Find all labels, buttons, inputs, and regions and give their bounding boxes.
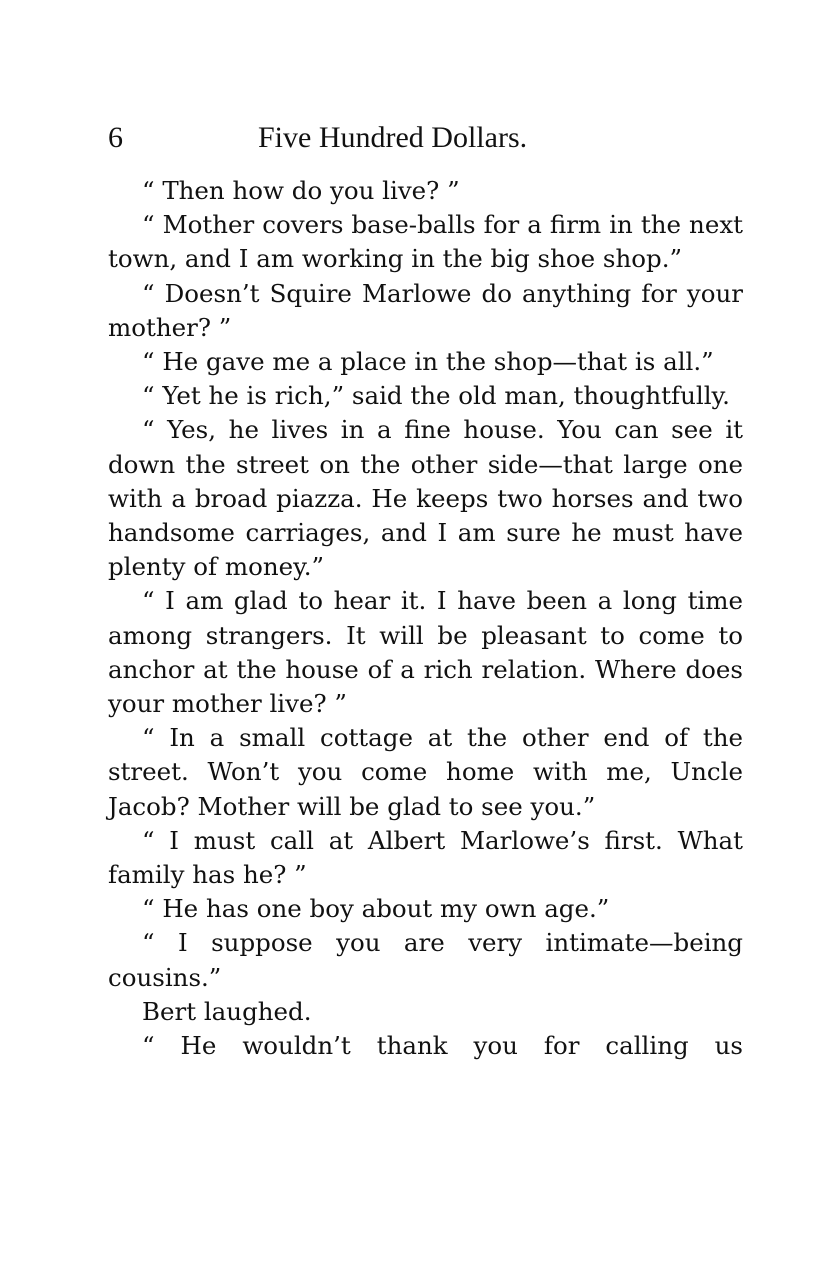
paragraph: “ Yet he is rich,” said the old man, thoughtfully. [142, 381, 730, 411]
paragraph: “ Yes, he lives in a fine house. You can see it down the street on the other side—that large one with a broad piazza. He keeps two horses and two handsome carriages, and I am sure he must have plenty of money.” [108, 415, 743, 582]
paragraph: “ He has one boy about my own age.” [142, 894, 610, 924]
paragraph: “ I must call at Albert Marlowe’s first. What family has he? ” [108, 825, 743, 890]
paragraph: “ He wouldn’t thank you for calling us [142, 1031, 743, 1061]
page-number: 6 [108, 121, 123, 154]
body-text [108, 174, 743, 1063]
paragraph: “ Then how do you live? ” [142, 176, 460, 205]
paragraph: “ Mother covers base-balls for a firm in the next town, and I am working in the big shoe shop.” [108, 210, 743, 274]
running-title: Five Hundred Dollars. [258, 121, 528, 154]
paragraph: “ He gave me a place in the shop—that is all.” [142, 347, 714, 377]
paragraph: Bert laughed. [142, 996, 312, 1026]
paragraph: “ Doesn’t Squire Marlowe do anything for your mother? ” [108, 278, 743, 342]
paragraph: “ I am glad to hear it. I have been a long time among strangers. It will be pleasant to come to anchor at the house of a rich relation. Where does your mother live? ” [108, 586, 743, 719]
running-head [108, 118, 743, 158]
paragraph: “ In a small cottage at the other end of the street. Won’t you come home with me, Uncle Jacob? Mother will be glad to see you.” [108, 723, 743, 821]
paragraph: “ I suppose you are very intimate—being cousins.” [108, 928, 743, 992]
